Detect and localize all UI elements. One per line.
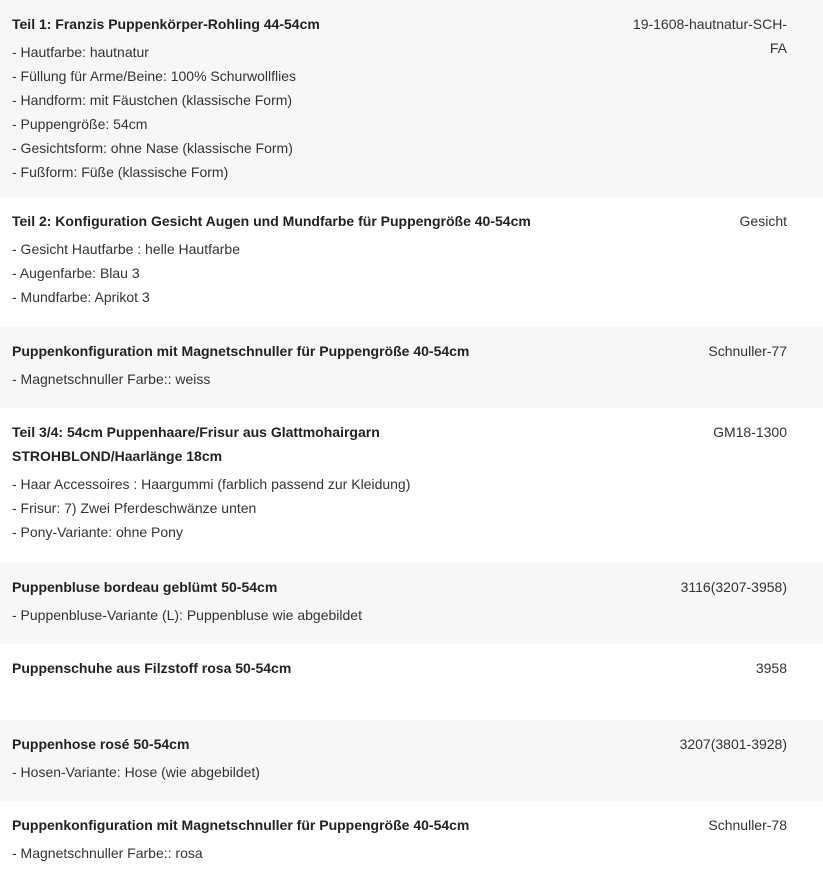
item-details — [12, 575, 661, 627]
item-option: - Fußform: Füße (klassische Form) — [12, 164, 229, 180]
order-item — [0, 197, 823, 327]
item-option: - Puppengröße: 54cm — [12, 116, 148, 132]
item-option: - Magnetschnuller Farbe:: rosa — [12, 845, 203, 861]
item-option: - Haar Accessoires : Haargummi (farblich passend zur Kleidung) — [12, 476, 411, 492]
order-item — [0, 408, 823, 563]
item-details — [12, 732, 660, 784]
item-options — [12, 603, 661, 627]
order-item — [0, 644, 823, 720]
item-title: Teil 3/4: 54cm Puppenhaare/Frisur aus Glattmohairgarn STROHBLOND/Haarlänge 18cm — [12, 424, 380, 464]
item-title: Puppenkonfiguration mit Magnetschnuller für Puppengröße 40-54cm — [12, 817, 470, 833]
order-item — [0, 801, 823, 882]
item-title: Puppenschuhe aus Filzstoff rosa 50-54cm — [12, 660, 292, 676]
item-option: - Mundfarbe: Aprikot 3 — [12, 289, 150, 305]
item-sku: 3958 — [755, 660, 787, 676]
item-sku: 19-1608-hautnatur-SCH-FA — [632, 16, 787, 56]
item-title: Puppenbluse bordeau geblümt 50-54cm — [12, 579, 278, 595]
item-details — [12, 656, 736, 680]
item-option: - Hautfarbe: hautnatur — [12, 44, 149, 60]
item-option: - Gesicht Hautfarbe : helle Hautfarbe — [12, 241, 241, 257]
item-details — [12, 420, 693, 544]
item-title: Puppenkonfiguration mit Magnetschnuller für Puppengröße 40-54cm — [12, 343, 470, 359]
item-title: Puppenhose rosé 50-54cm — [12, 736, 190, 752]
item-option: - Magnetschnuller Farbe:: weiss — [12, 371, 211, 387]
item-options — [12, 760, 660, 784]
item-options — [12, 841, 688, 865]
item-title: Teil 1: Franzis Puppenkörper-Rohling 44-54cm — [12, 16, 320, 32]
item-option: - Pony-Variante: ohne Pony — [12, 524, 183, 540]
item-sku: Schnuller-77 — [708, 343, 787, 359]
order-item — [0, 563, 823, 644]
item-option: - Frisur: 7) Zwei Pferdeschwänze unten — [12, 500, 257, 516]
item-option: - Puppenbluse-Variante (L): Puppenbluse wie abgebildet — [12, 607, 362, 623]
item-options — [12, 237, 720, 309]
item-option: - Füllung für Arme/Beine: 100% Schurwollflies — [12, 68, 297, 84]
item-details — [12, 209, 720, 309]
item-details — [12, 339, 688, 391]
order-item — [0, 0, 823, 197]
item-sku: Gesicht — [739, 213, 787, 229]
item-details — [12, 12, 597, 184]
item-option: - Handform: mit Fäustchen (klassische Form) — [12, 92, 293, 108]
item-sku: Schnuller-78 — [708, 817, 787, 833]
item-sku: 3207(3801-3928) — [679, 736, 787, 752]
item-title: Teil 2: Konfiguration Gesicht Augen und Mundfarbe für Puppengröße 40-54cm — [12, 213, 531, 229]
item-sku: GM18-1300 — [713, 424, 787, 440]
order-item — [0, 327, 823, 408]
item-sku: 3116(3207-3958) — [680, 579, 787, 595]
item-options — [12, 367, 688, 391]
item-options — [12, 40, 597, 184]
item-details — [12, 813, 688, 865]
item-option: - Augenfarbe: Blau 3 — [12, 265, 140, 281]
item-option: - Gesichtsform: ohne Nase (klassische Form) — [12, 140, 293, 156]
order-item — [0, 720, 823, 801]
item-options — [12, 472, 693, 544]
item-option: - Hosen-Variante: Hose (wie abgebildet) — [12, 764, 260, 780]
